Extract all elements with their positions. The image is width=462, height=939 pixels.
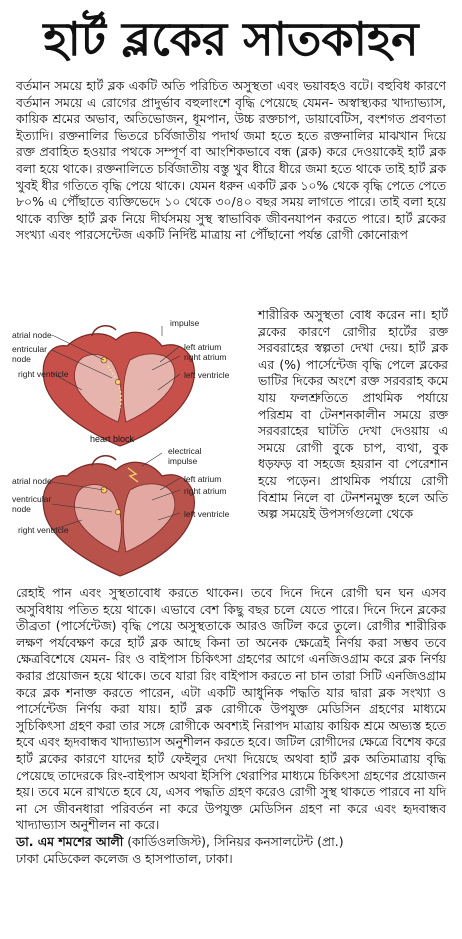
label-left-ventricle: left ventricle <box>184 370 230 380</box>
intro-paragraph <box>16 78 446 244</box>
headline: হার্ট ব্লকের সাতকাহন <box>43 12 419 66</box>
author-name: ডা. এম শমশের আলী <box>16 833 124 849</box>
author-affiliation: ঢাকা মেডিকেল কলেজ ও হাসপাতাল, ঢাকা। <box>16 850 233 866</box>
figure-caption: heart block <box>90 434 135 444</box>
label-electrical-impulse: electrical impulse <box>168 446 202 466</box>
author-title: (কার্ডিওলজিস্ট), সিনিয়র কনসালটেন্ট (প্রা.) <box>127 833 344 849</box>
label-left-ventricle-2: left ventricle <box>184 509 230 519</box>
intro-text: বর্তমান সময়ে হার্ট ব্লক একটি অতি পরিচিত অসুস্থতা এবং ভয়াবহও বটে। বহুবিধ কারণে বর্তমান সময়ে এ রোগের প্রাদুর্ভাব বহুলাংশে বৃদ্ধি পেয়েছে যেমন- অস্বাস্থ্যকর খাদ্যাভ্যাস, কায়িক শ্রমের অভাব, অতিভোজন, ধূমপান, উচ্চ রক্তচাপ, ডায়াবেটিস, বংশগত প্রবণতা ইত্যাদি। রক্তনালির ভিতরে চর্বিজাতীয় পদার্থ জমা হতে হতে রক্তনালির মাঝখান দিয়ে রক্ত প্রবাহিত হওয়ার পথকে সম্পূর্ণ বা আংশিকভাবে বন্ধ (ব্লক) করে দেওয়াকেই হার্ট ব্লক বলা হয়ে থাকে। রক্তনালিতে চর্বিজাতীয় বস্তু খুব ধীরে ধীরে জমা হতে থাকে তাই হার্ট ব্লক খুবই ধীর গতিতে বৃদ্ধি পেয়ে থাকে। যেমন ধরুন একটি ব্লক ১০% থেকে বৃদ্ধি পেতে পেতে ৮০% এ পৌঁছাতে ব্যক্তিভেদে ১০ থেকে ৩০/৪০ বছর সময় লাগতে পারে। তাই বলা হয়ে থাকে ব্যক্তি হার্ট ব্লক নিয়ে দীর্ঘসময় সুস্থ স্বাভাবিক জীবনযাপন করতে পারে। হার্ট ব্লকের সংখ্যা এবং পারসেন্টেজ একটি নির্দিষ্ট মাত্রায় না পৌঁছানো পর্যন্ত রোগী কোনোরূপ <box>16 78 446 243</box>
heart-block-figure <box>12 318 252 583</box>
label-ventricular-node-2: ventricular node <box>12 494 52 514</box>
author-line <box>16 834 446 851</box>
closing-paragraph <box>16 585 446 867</box>
label-right-atrium-2: right atrium <box>184 486 227 496</box>
label-right-ventricle: right ventricle <box>18 369 69 379</box>
label-atrial-node-2: atrial node <box>12 476 52 486</box>
normal-heart-illustration <box>43 326 194 446</box>
label-ventricular-node: entricular node <box>12 344 47 364</box>
label-right-atrium: right atrium <box>184 352 227 362</box>
side-column-text: শারীরিক অসুস্থতা বোধ করেন না। হার্ট ব্লকের কারণে রোগীর হার্টের রক্ত সরবরাহের স্বল্পতা দেখা দেয়। হার্ট ব্লক এর (%) পার্সেন্টেজ বৃদ্ধি পেলে ব্লকের ভাটির দিকের অংশে রক্ত সরবরাহ কমে যায় ফলশ্রুতিতে প্রাথমিক পর্যায়ে পরিশ্রম বা টেনশনকালীন সময়ে রক্ত সরবরাহের ঘাটতি দেখা দেওয়ায় এ সময়ে রোগী বুকে চাপ, ব্যথা, বুক ধড়ফড় বা সহজে হয়রান বা পেরেশান হয়ে পড়েন। প্রাথমিক পর্যায়ে রোগী বিশ্রাম নিলে বা টেনশনমুক্ত হলে অতি অল্প সময়েই উপসর্গগুলো থেকে <box>258 307 448 522</box>
label-right-ventricle-2: right ventricle <box>18 525 69 535</box>
label-impulse: impulse <box>170 318 200 328</box>
closing-text: রেহাই পান এবং সুস্থতাবোধ করতে থাকেন। তবে দিনে দিনে রোগী ঘন ঘন এসব অসুবিধায় পতিত হয়ে থাকে। এভাবে বেশ কিছু বছর চলে যেতে পারে। দিনে দিনে ব্লকের তীব্রতা (পার্সেন্টেজ) বৃদ্ধি পেয়ে অসুস্থতাকে আরও জটিল করে তুলে। রোগীর শারীরিক লক্ষণ পর্যবেক্ষণ করে হার্ট ব্লক আছে কিনা তা অনেক ক্ষেত্রেই নির্ণয় করা সম্ভব তবে ক্ষেত্রবিশেষে যেমন- রিং ও বাইপাস চিকিৎসা গ্রহণের আগে এনজিওগ্রাম করে ব্লক নির্ণয় করার প্রয়োজন হয়ে থাকে। তবে যারা রিং বাইপাস করতে না চান তারা সিটি এনজিওগ্রাম করে ব্লক শনাক্ত করতে পারেন, এটা একটি আধুনিক পদ্ধতি যার দ্বারা ব্লক সংখ্যা ও পার্সেন্টেজ নির্ণয় করা যায়। হার্ট ব্লক রোগীকে উপযুক্ত মেডিসিন গ্রহণের মাধ্যমে সুচিকিৎসা গ্রহণ করা তার সঙ্গে রোগীকে অবশ্যই নিরাপদ মাত্রায় কায়িক শ্রমে অভ্যস্ত হতে হবে এবং হৃদবান্ধব খাদ্যাভ্যাস অনুশীলন করতে হবে। জটিল রোগীদের ক্ষেত্রে বিশেষ করে হার্ট ব্লকের কারণে যাদের হার্ট ফেইলুর দেখা দিয়েছে অথবা হার্ট ব্লক অতিমাত্রায় বৃদ্ধি পেয়েছে তাদেরকে রিং-বাইপাস অথবা ইসিপি থেরাপির মাধ্যমে চিকিৎসা গ্রহণের প্রয়োজন হয়। তবে মনে রাখতে হবে যে, এসব পদ্ধতি গ্রহণ করেও রোগী সুস্থ থাকতে পারবে না যদি না সে জীবনধারা পরিবর্তন না করে উপযুক্ত মেডিসিন গ্রহণ না করে এবং হৃদবান্ধব খাদ্যাভ্যাস অনুশীলন না করে। <box>16 585 446 833</box>
label-atrial-node: atrial node <box>12 330 52 340</box>
label-left-atrium-2: left atrium <box>184 474 222 484</box>
label-left-atrium: left atrium <box>184 342 222 352</box>
